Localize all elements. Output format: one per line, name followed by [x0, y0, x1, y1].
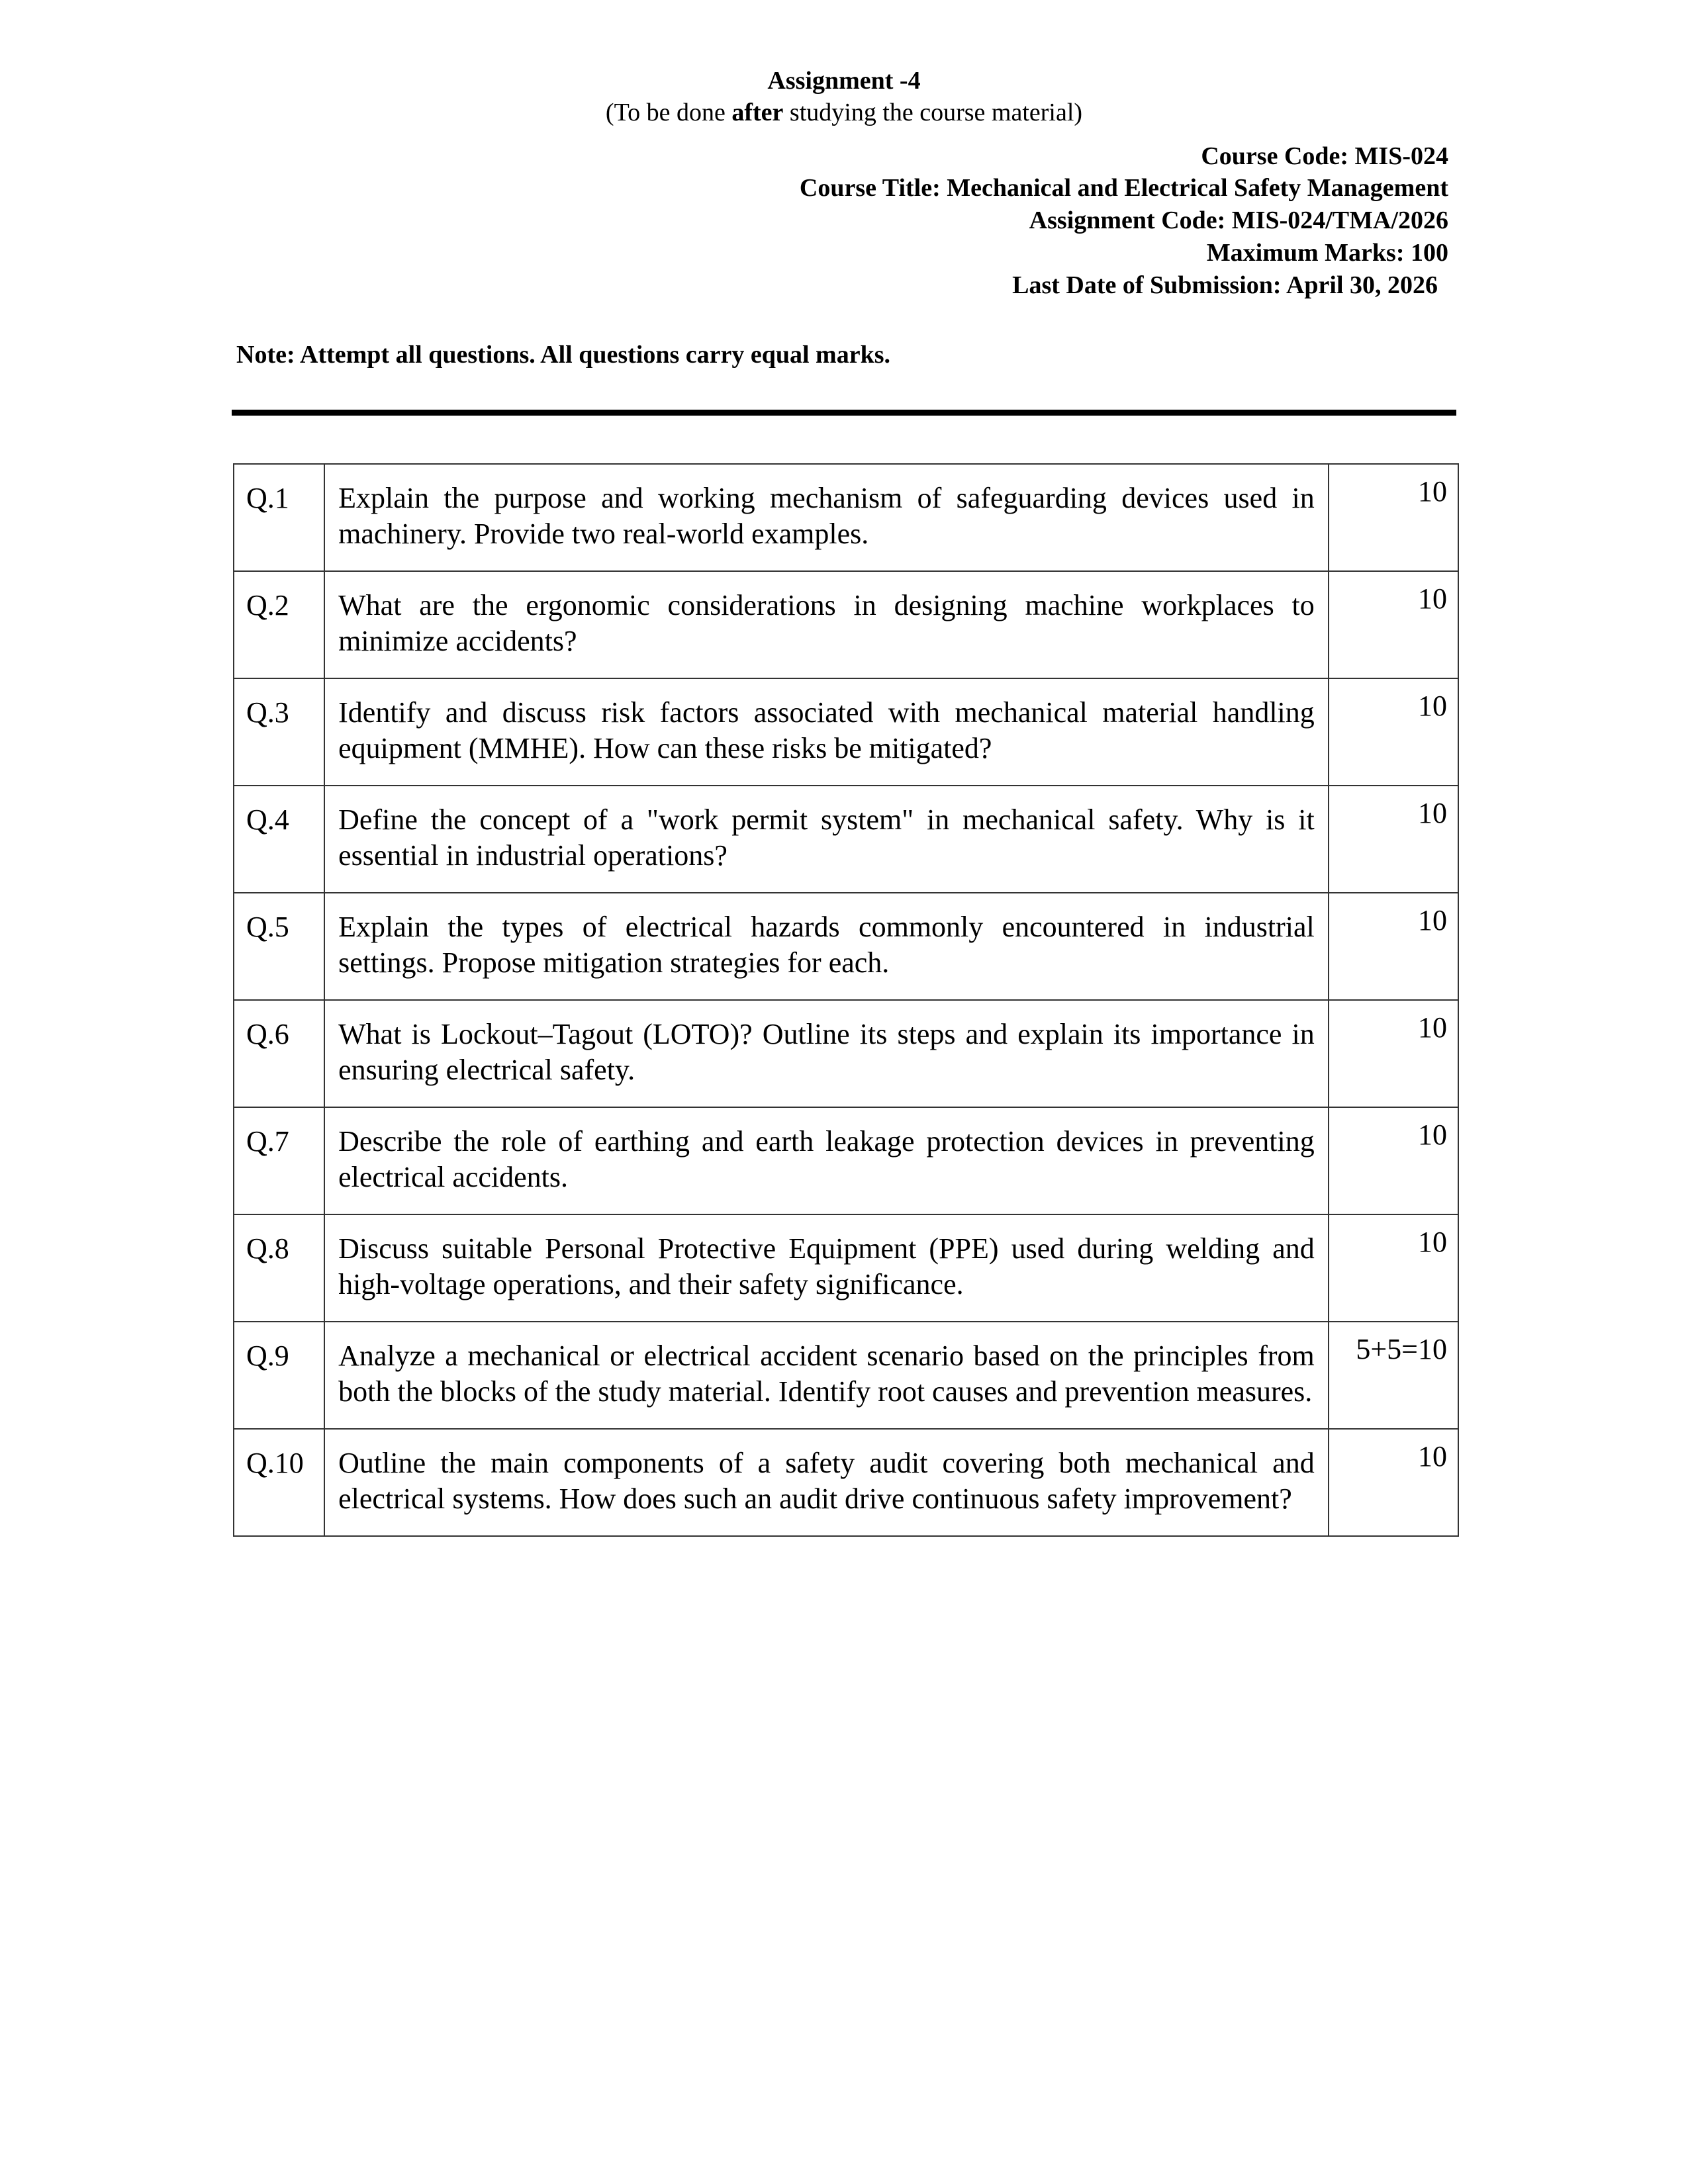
- question-marks: 10: [1329, 1107, 1458, 1214]
- question-row: [234, 1214, 1458, 1322]
- question-number: Q.1: [234, 464, 324, 571]
- question-text: Analyze a mechanical or electrical accident scenario based on the principles from both the blocks of the study material. Identify root causes and prevention measures.: [324, 1322, 1329, 1429]
- submission-deadline: Last Date of Submission: April 30, 2026: [1012, 271, 1438, 299]
- course-title: Course Title: Mechanical and Electrical Safety Management: [799, 174, 1448, 202]
- assignment-title: Assignment -4: [767, 67, 921, 95]
- subtitle-emphasis: after: [731, 99, 784, 126]
- assignment-subtitle: [0, 97, 1688, 128]
- question-marks: 10: [1329, 678, 1458, 786]
- question-text: What are the ergonomic considerations in designing machine workplaces to minimize accidents?: [324, 571, 1329, 678]
- question-row: [234, 678, 1458, 786]
- question-text: Define the concept of a "work permit system" in mechanical safety. Why is it essential in industrial operations?: [324, 786, 1329, 893]
- subtitle-prefix: (To be done: [605, 99, 732, 126]
- question-number: Q.6: [234, 1000, 324, 1107]
- question-number: Q.5: [234, 893, 324, 1000]
- question-marks: 5+5=10: [1329, 1322, 1458, 1429]
- question-row: [234, 1322, 1458, 1429]
- maximum-marks: Maximum Marks: 100: [1206, 239, 1448, 267]
- question-row: [234, 893, 1458, 1000]
- question-text: Outline the main components of a safety audit covering both mechanical and electrical systems. How does such an audit drive continuous safety improvement?: [324, 1429, 1329, 1536]
- question-marks: 10: [1329, 1429, 1458, 1536]
- question-row: [234, 1107, 1458, 1214]
- question-marks: 10: [1329, 1214, 1458, 1322]
- question-marks: 10: [1329, 893, 1458, 1000]
- question-number: Q.9: [234, 1322, 324, 1429]
- question-text: Explain the purpose and working mechanism of safeguarding devices used in machinery. Provide two real-world examples.: [324, 464, 1329, 571]
- question-row: [234, 1429, 1458, 1536]
- question-marks: 10: [1329, 464, 1458, 571]
- question-row: [234, 786, 1458, 893]
- question-number: Q.3: [234, 678, 324, 786]
- questions-table: [233, 463, 1459, 1537]
- question-row: [234, 1000, 1458, 1107]
- divider-rule: [232, 410, 1456, 416]
- subtitle-suffix: studying the course material): [783, 99, 1083, 126]
- question-number: Q.8: [234, 1214, 324, 1322]
- question-marks: 10: [1329, 571, 1458, 678]
- question-text: Discuss suitable Personal Protective Equipment (PPE) used during welding and high-voltage operations, and their safety significance.: [324, 1214, 1329, 1322]
- question-marks: 10: [1329, 786, 1458, 893]
- question-text: Describe the role of earthing and earth leakage protection devices in preventing electrical accidents.: [324, 1107, 1329, 1214]
- question-number: Q.4: [234, 786, 324, 893]
- question-marks: 10: [1329, 1000, 1458, 1107]
- question-text: Explain the types of electrical hazards commonly encountered in industrial settings. Propose mitigation strategies for each.: [324, 893, 1329, 1000]
- question-text: Identify and discuss risk factors associated with mechanical material handling equipment (MMHE). How can these risks be mitigated?: [324, 678, 1329, 786]
- course-code: Course Code: MIS-024: [1201, 142, 1448, 170]
- instructions-note: Note: Attempt all questions. All questions carry equal marks.: [236, 341, 890, 369]
- question-number: Q.7: [234, 1107, 324, 1214]
- question-row: [234, 571, 1458, 678]
- question-number: Q.10: [234, 1429, 324, 1536]
- question-text: What is Lockout–Tagout (LOTO)? Outline its steps and explain its importance in ensuring electrical safety.: [324, 1000, 1329, 1107]
- question-number: Q.2: [234, 571, 324, 678]
- assignment-code: Assignment Code: MIS-024/TMA/2026: [1029, 206, 1448, 234]
- question-row: [234, 464, 1458, 571]
